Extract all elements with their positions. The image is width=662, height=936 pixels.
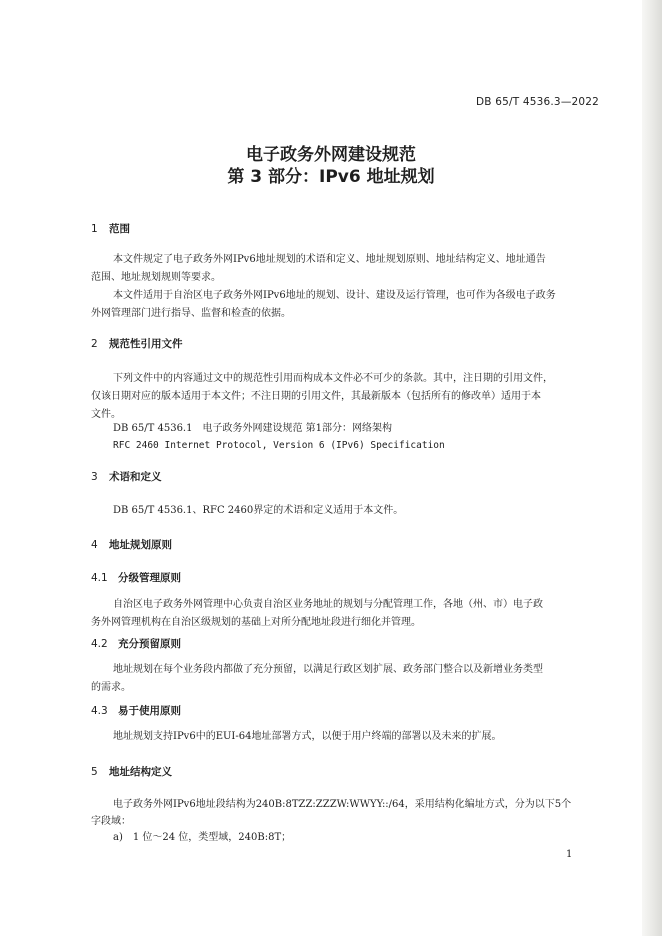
section-title: 地址结构定义 [109,766,172,778]
paragraph-line: 地址规划支持IPv6中的EUI-64地址部署方式，以便于用户终端的部署以及未来的扩展。 [113,731,502,742]
section-4-1-heading [91,570,181,585]
section-1-heading [91,221,130,236]
paragraph-line: 文件。 [91,409,121,420]
subsection-title: 分级管理原则 [118,572,181,584]
section-title: 地址规划原则 [109,539,172,551]
section-4-3-heading [91,703,181,718]
subsection-title: 易于使用原则 [118,705,181,717]
section-number: 2 [91,338,98,350]
paragraph-line: 字段域： [91,816,131,827]
reference-item: RFC 2460 Internet Protocol, Version 6 (IPv6) Specification [113,440,445,451]
paragraph-line: 范围、地址规划规则等要求。 [91,272,221,283]
paragraph-line: 本文件适用于自治区电子政务外网IPv6地址的规划、设计、建设及运行管理，也可作为各级电子政务 [113,290,556,301]
subsection-number: 4.2 [91,638,108,650]
paragraph-line: 地址规划在每个业务段内都做了充分预留，以满足行政区划扩展、政务部门整合以及新增业务类型 [113,664,543,675]
paragraph-line: 下列文件中的内容通过文中的规范性引用而构成本文件必不可少的条款。其中，注日期的引用文件， [113,373,553,384]
paragraph-line: 电子政务外网IPv6地址段结构为240B:8TZZ:ZZZW:WWYY::/64，采用结构化编址方式，分为以下5个 [113,799,572,810]
section-2-heading [91,336,183,351]
section-5-heading [91,764,172,779]
paragraph-line: 本文件规定了电子政务外网IPv6地址规划的术语和定义、地址规划原则、地址结构定义、地址通告 [113,254,546,265]
section-4-2-heading [91,636,181,651]
paragraph-line: DB 65/T 4536.1、RFC 2460界定的术语和定义适用于本文件。 [113,505,404,516]
paragraph-line: 的需求。 [91,682,131,693]
section-3-heading [91,469,162,484]
paragraph-line: 务外网管理机构在自治区级规划的基础上对所分配地址段进行细化并管理。 [91,617,421,628]
subsection-number: 4.3 [91,705,108,717]
section-4-heading [91,537,172,552]
standard-number: DB 65/T 4536.3—2022 [476,96,600,108]
document-title-line1: 电子政务外网建设规范 [246,145,416,165]
section-number: 3 [91,471,98,483]
reference-item: DB 65/T 4536.1 电子政务外网建设规范 第1部分：网络架构 [113,423,393,434]
paragraph-line: 外网管理部门进行指导、监督和检查的依据。 [91,308,291,319]
list-item-a: a) 1 位～24 位，类型域，240B:8T； [113,832,292,843]
subsection-number: 4.1 [91,572,108,584]
subsection-title: 充分预留原则 [118,638,181,650]
paragraph-line: 自治区电子政务外网管理中心负责自治区业务地址的规划与分配管理工作，各地（州、市）电子政 [113,599,543,610]
section-number: 5 [91,766,98,778]
section-title: 范围 [109,223,130,235]
section-number: 4 [91,539,98,551]
document-title-line2: 第 3 部分：IPv6 地址规划 [227,167,435,187]
page-number: 1 [566,849,573,860]
paragraph-line: 仅该日期对应的版本适用于本文件；不注日期的引用文件，其最新版本（包括所有的修改单）适用于本 [91,391,541,402]
section-number: 1 [91,223,98,235]
section-title: 术语和定义 [109,471,162,483]
section-title: 规范性引用文件 [109,338,183,350]
